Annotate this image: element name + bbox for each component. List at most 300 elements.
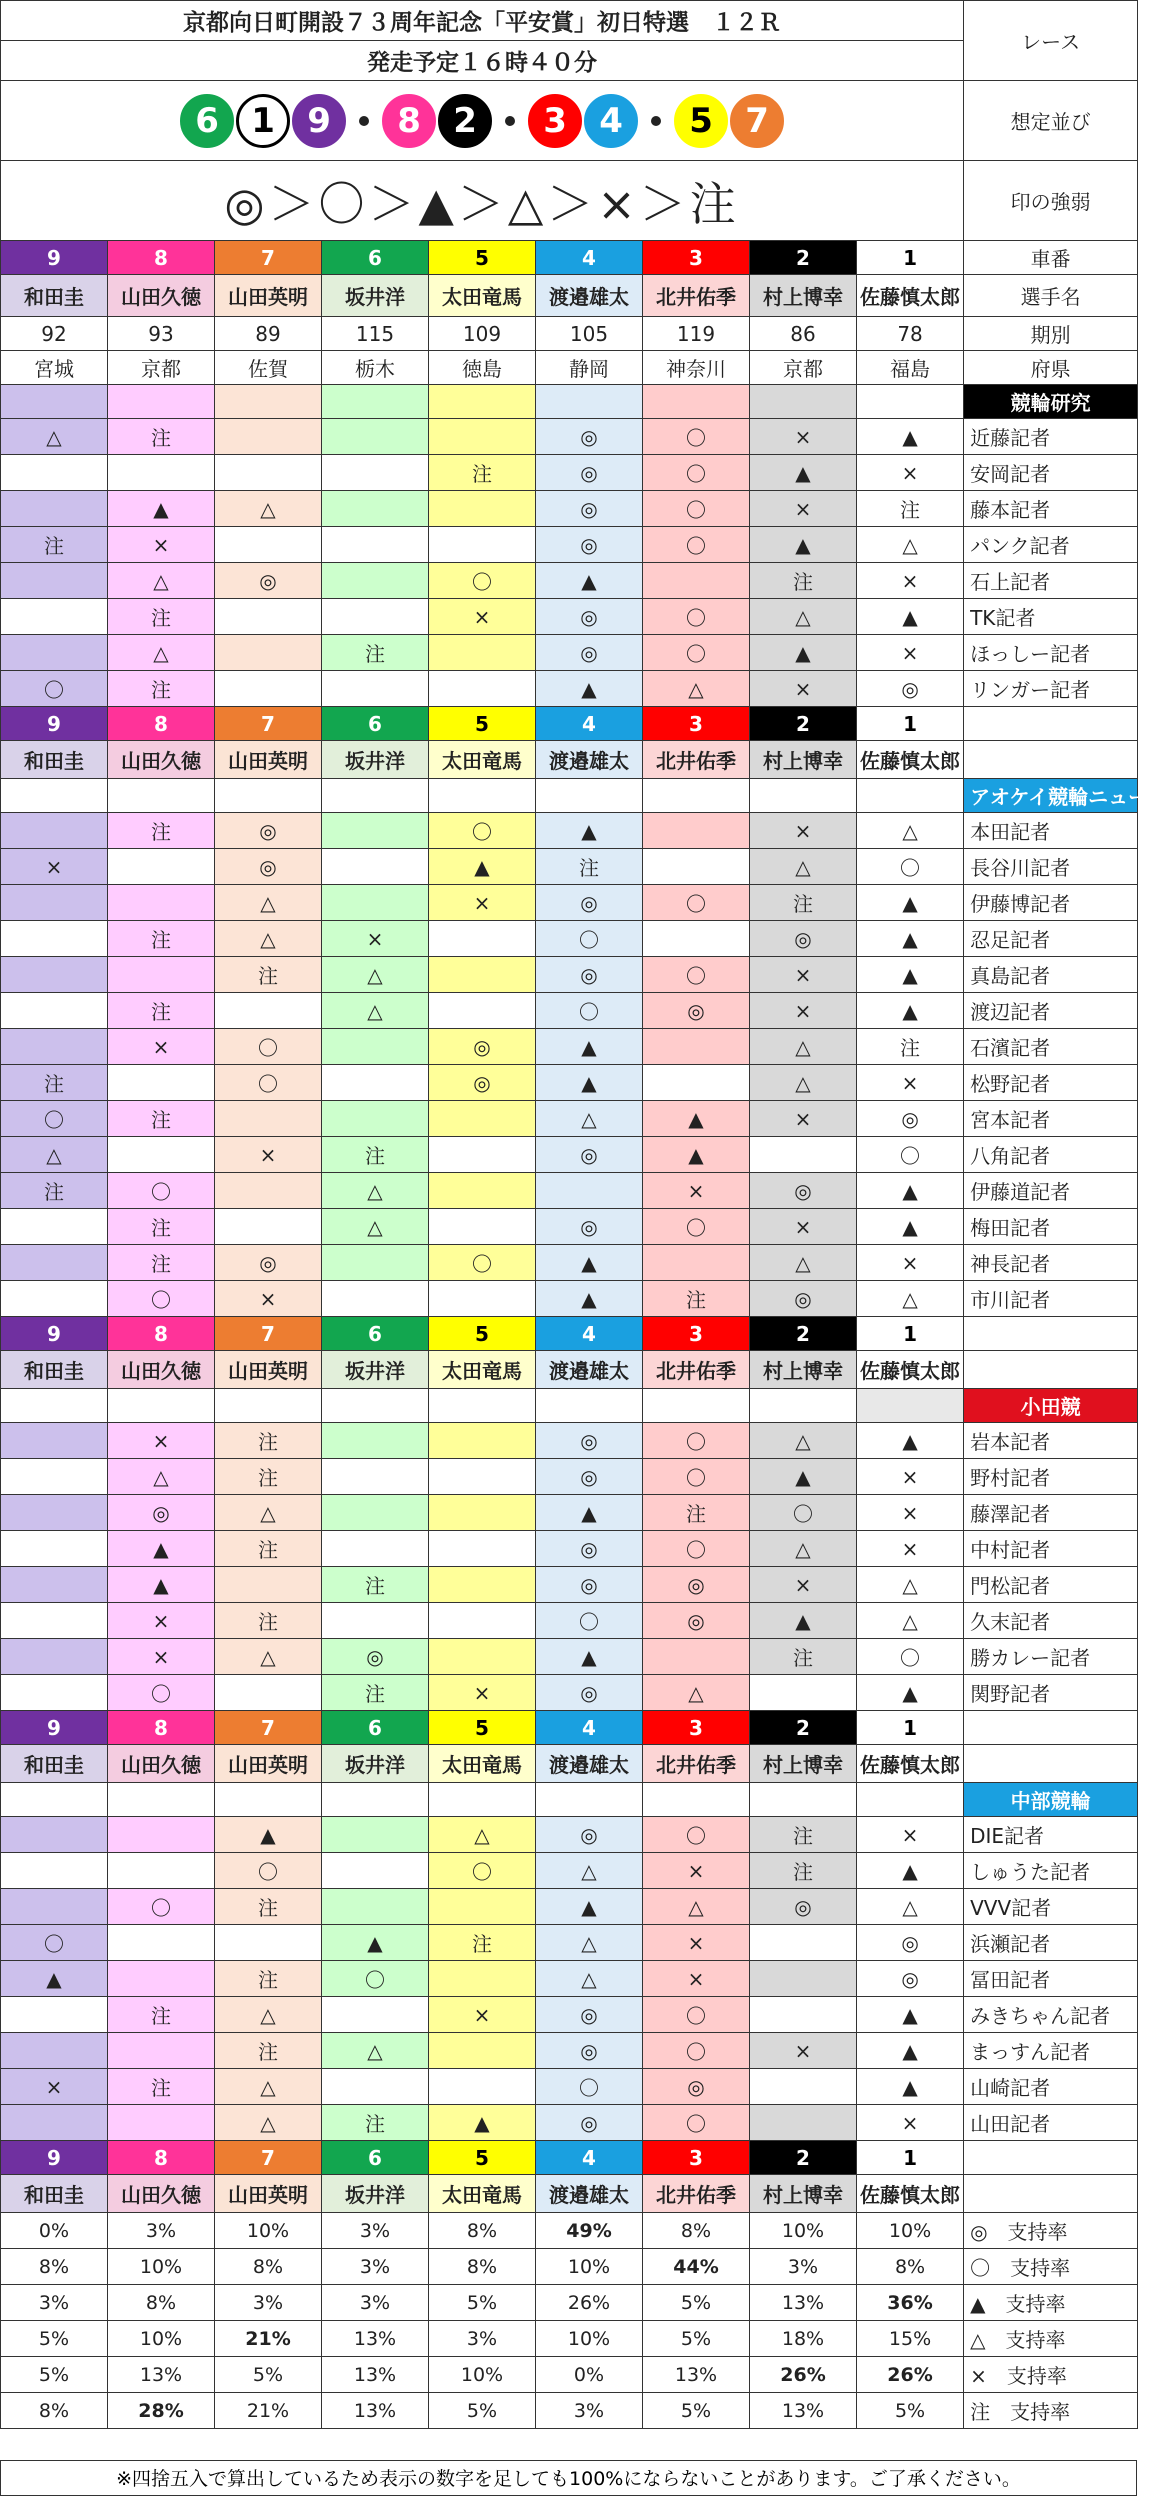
- support-rate: 3%: [750, 2249, 857, 2285]
- pick-mark: ▲: [643, 1137, 750, 1173]
- pick-mark: ×: [643, 1173, 750, 1209]
- pick-mark: [429, 1889, 536, 1925]
- rider-name: 太田竜馬: [429, 1351, 536, 1389]
- support-rate: 10%: [215, 2213, 322, 2249]
- pick-mark: ◎: [536, 2105, 643, 2141]
- pick-mark: [429, 993, 536, 1029]
- pick-mark: △: [322, 1209, 429, 1245]
- rider-name: 和田圭: [1, 2175, 108, 2213]
- pick-mark: ◎: [536, 527, 643, 563]
- pick-mark: [643, 563, 750, 599]
- pick-mark: ◎: [536, 1459, 643, 1495]
- rider-number: 4: [536, 1317, 643, 1351]
- rider-number: 9: [1, 1711, 108, 1745]
- pick-mark: △: [322, 1173, 429, 1209]
- col-label: [964, 2141, 1138, 2175]
- col-label: [964, 1745, 1138, 1783]
- rider-name: 山田久徳: [108, 1351, 215, 1389]
- pick-mark: ◎: [536, 1531, 643, 1567]
- logo-spacer: [108, 1389, 215, 1423]
- pick-mark: [108, 2105, 215, 2141]
- pick-mark: ◎: [536, 1997, 643, 2033]
- logo-spacer: [643, 779, 750, 813]
- pick-mark: 注: [643, 1495, 750, 1531]
- reporter-name: 宮本記者: [964, 1101, 1138, 1137]
- support-rate: 13%: [322, 2357, 429, 2393]
- rider-number: 6: [322, 241, 429, 275]
- reporter-name: 市川記者: [964, 1281, 1138, 1317]
- pick-mark: [643, 813, 750, 849]
- pick-mark: ×: [429, 1997, 536, 2033]
- pick-mark: [108, 1961, 215, 1997]
- pick-mark: ◎: [536, 491, 643, 527]
- pick-mark: ▲: [536, 671, 643, 707]
- pick-mark: △: [643, 1675, 750, 1711]
- logo-spacer: [750, 1389, 857, 1423]
- pick-mark: 〇: [643, 527, 750, 563]
- support-rate: 5%: [429, 2393, 536, 2429]
- logo-spacer: [108, 779, 215, 813]
- rider-name: 村上博幸: [750, 2175, 857, 2213]
- pick-mark: ▲: [857, 1423, 964, 1459]
- pick-mark: △: [108, 563, 215, 599]
- reporter-name: 近藤記者: [964, 419, 1138, 455]
- pick-mark: [1, 1459, 108, 1495]
- pick-mark: [1, 957, 108, 993]
- pick-mark: [322, 1281, 429, 1317]
- col-label: 期別: [964, 317, 1138, 351]
- pick-mark: 注: [1, 527, 108, 563]
- rider-number: 1: [857, 1711, 964, 1745]
- pick-mark: ×: [643, 1925, 750, 1961]
- pick-mark: 〇: [643, 419, 750, 455]
- pick-mark: ▲: [429, 2105, 536, 2141]
- pick-mark: [322, 1029, 429, 1065]
- pick-mark: 注: [857, 491, 964, 527]
- pick-mark: [108, 1065, 215, 1101]
- support-rate: 8%: [1, 2393, 108, 2429]
- pick-mark: [322, 1531, 429, 1567]
- pick-mark: ◎: [536, 1817, 643, 1853]
- pick-mark: [429, 957, 536, 993]
- pick-mark: [215, 1567, 322, 1603]
- pick-mark: ▲: [857, 885, 964, 921]
- logo-spacer: [536, 1389, 643, 1423]
- lineup-ball: 6: [180, 94, 234, 148]
- rider-number: 9: [1, 241, 108, 275]
- pick-mark: ×: [750, 491, 857, 527]
- logo-spacer: [1, 385, 108, 419]
- pick-mark: ◎: [536, 599, 643, 635]
- reporter-name: リンガー記者: [964, 671, 1138, 707]
- reporter-name: 梅田記者: [964, 1209, 1138, 1245]
- support-rate: 3%: [322, 2285, 429, 2321]
- pick-mark: 〇: [536, 2069, 643, 2105]
- pick-mark: [643, 1065, 750, 1101]
- pick-mark: [643, 1029, 750, 1065]
- pick-mark: [750, 1137, 857, 1173]
- pick-mark: [429, 1639, 536, 1675]
- rider-number: 6: [322, 1317, 429, 1351]
- pick-mark: ◎: [536, 957, 643, 993]
- pick-mark: △: [857, 527, 964, 563]
- rider-number: 7: [215, 707, 322, 741]
- pick-mark: 〇: [536, 921, 643, 957]
- pick-mark: 注: [322, 635, 429, 671]
- footnote: ※四捨五入で算出しているため表示の数字を足しても100%にならないことがあります。ご了承ください。: [0, 2460, 1137, 2496]
- rider-prefecture: 京都: [108, 351, 215, 385]
- support-label: ◎ 支持率: [964, 2213, 1138, 2249]
- pick-mark: 注: [108, 2069, 215, 2105]
- rider-name: 和田圭: [1, 741, 108, 779]
- pick-mark: 〇: [643, 2033, 750, 2069]
- pick-mark: [322, 563, 429, 599]
- pick-mark: [429, 1531, 536, 1567]
- pick-mark: [215, 455, 322, 491]
- rider-prefecture: 福島: [857, 351, 964, 385]
- pick-mark: 〇: [643, 635, 750, 671]
- media-logo: [964, 385, 1138, 419]
- logo-spacer: [108, 1783, 215, 1817]
- reporter-name: 久末記者: [964, 1603, 1138, 1639]
- rider-name: 太田竜馬: [429, 741, 536, 779]
- pick-mark: ◎: [322, 1639, 429, 1675]
- rider-number: 4: [536, 241, 643, 275]
- pick-mark: ×: [108, 1603, 215, 1639]
- rider-number: 4: [536, 1711, 643, 1745]
- pick-mark: ◎: [857, 1961, 964, 1997]
- pick-mark: [429, 1173, 536, 1209]
- col-label: [964, 741, 1138, 779]
- media-logo: [964, 779, 1167, 813]
- reporter-name: 山田記者: [964, 2105, 1138, 2141]
- pick-mark: ×: [108, 527, 215, 563]
- logo-spacer: [1, 1783, 108, 1817]
- pick-mark: [643, 849, 750, 885]
- col-label: 府県: [964, 351, 1138, 385]
- pick-mark: △: [750, 1531, 857, 1567]
- rider-name: 村上博幸: [750, 275, 857, 317]
- pick-mark: △: [536, 1853, 643, 1889]
- logo-spacer: [536, 385, 643, 419]
- pick-mark: △: [322, 993, 429, 1029]
- support-rate: 3%: [215, 2285, 322, 2321]
- support-rate: 8%: [643, 2213, 750, 2249]
- pick-mark: △: [215, 2105, 322, 2141]
- pick-mark: [108, 957, 215, 993]
- pick-mark: [1, 1567, 108, 1603]
- pick-mark: ▲: [857, 1209, 964, 1245]
- lineup-label: 想定並び: [964, 81, 1138, 161]
- rider-name: 北井佑季: [643, 1351, 750, 1389]
- pick-mark: △: [215, 885, 322, 921]
- support-rate: 49%: [536, 2213, 643, 2249]
- pick-mark: ▲: [108, 1567, 215, 1603]
- rider-prefecture: 神奈川: [643, 351, 750, 385]
- support-rate: 5%: [643, 2321, 750, 2357]
- pick-mark: [750, 2069, 857, 2105]
- pick-mark: [215, 1925, 322, 1961]
- rider-number: 8: [108, 1317, 215, 1351]
- pick-mark: [1, 885, 108, 921]
- pick-mark: ×: [857, 1817, 964, 1853]
- pick-mark: [1, 1029, 108, 1065]
- pick-mark: [429, 1281, 536, 1317]
- pick-mark: ▲: [857, 1173, 964, 1209]
- pick-mark: 注: [750, 885, 857, 921]
- rider-number: 1: [857, 241, 964, 275]
- pick-mark: △: [536, 1961, 643, 1997]
- reporter-name: 岩本記者: [964, 1423, 1138, 1459]
- race-label: レース: [964, 1, 1138, 81]
- rider-period: 93: [108, 317, 215, 351]
- reporter-name: 忍足記者: [964, 921, 1138, 957]
- rider-name: 山田久徳: [108, 2175, 215, 2213]
- pick-mark: ×: [750, 671, 857, 707]
- pick-mark: [1, 1245, 108, 1281]
- support-rate: 5%: [643, 2285, 750, 2321]
- pick-mark: △: [215, 2069, 322, 2105]
- support-rate: 3%: [108, 2213, 215, 2249]
- pick-mark: 〇: [108, 1675, 215, 1711]
- rider-name: 渡邉雄太: [536, 1351, 643, 1389]
- reporter-name: 石濱記者: [964, 1029, 1138, 1065]
- pick-mark: 〇: [643, 455, 750, 491]
- rider-name: 佐藤慎太郎: [857, 1351, 964, 1389]
- pick-mark: [108, 1137, 215, 1173]
- rider-number: 2: [750, 1711, 857, 1745]
- logo-spacer: [857, 1783, 964, 1817]
- pick-mark: 〇: [643, 1817, 750, 1853]
- rider-name: 北井佑季: [643, 2175, 750, 2213]
- pick-mark: [215, 1675, 322, 1711]
- pick-mark: 注: [108, 921, 215, 957]
- pick-mark: ×: [750, 1567, 857, 1603]
- rider-number: 7: [215, 1317, 322, 1351]
- logo-spacer: [429, 385, 536, 419]
- pick-mark: 注: [215, 2033, 322, 2069]
- col-label: 選手名: [964, 275, 1138, 317]
- pick-mark: 〇: [108, 1889, 215, 1925]
- pick-mark: [1, 599, 108, 635]
- logo-spacer: [322, 1783, 429, 1817]
- pick-mark: [322, 849, 429, 885]
- pick-mark: ▲: [857, 921, 964, 957]
- pick-mark: ▲: [750, 455, 857, 491]
- pick-mark: 注: [857, 1029, 964, 1065]
- pick-mark: ▲: [857, 1675, 964, 1711]
- pick-mark: ◎: [857, 1101, 964, 1137]
- rider-name: 山田英明: [215, 1351, 322, 1389]
- support-rate: 10%: [108, 2321, 215, 2357]
- pick-mark: ×: [429, 1675, 536, 1711]
- pick-mark: [1, 1817, 108, 1853]
- support-rate: 5%: [643, 2393, 750, 2429]
- rider-number: 2: [750, 2141, 857, 2175]
- rider-number: 3: [643, 2141, 750, 2175]
- pick-mark: ▲: [536, 1495, 643, 1531]
- rider-name: 北井佑季: [643, 741, 750, 779]
- reporter-name: 安岡記者: [964, 455, 1138, 491]
- rider-number: 4: [536, 2141, 643, 2175]
- support-rate: 3%: [322, 2249, 429, 2285]
- pick-mark: ◎: [643, 2069, 750, 2105]
- rider-name: 佐藤慎太郎: [857, 2175, 964, 2213]
- pick-mark: ▲: [215, 1817, 322, 1853]
- support-label: △ 支持率: [964, 2321, 1138, 2357]
- pick-mark: [322, 813, 429, 849]
- lineup-ball: 3: [528, 94, 582, 148]
- pick-mark: [322, 491, 429, 527]
- pick-mark: [429, 2069, 536, 2105]
- support-label: 〇 支持率: [964, 2249, 1138, 2285]
- rider-number: 3: [643, 1711, 750, 1745]
- pick-mark: ×: [429, 885, 536, 921]
- support-rate: 5%: [1, 2357, 108, 2393]
- logo-spacer: [1, 779, 108, 813]
- logo-spacer: [750, 1783, 857, 1817]
- pick-mark: [750, 1675, 857, 1711]
- logo-spacer: [215, 385, 322, 419]
- support-rate: 0%: [536, 2357, 643, 2393]
- rider-name: 和田圭: [1, 1351, 108, 1389]
- pick-mark: [429, 419, 536, 455]
- reporter-name: 神長記者: [964, 1245, 1138, 1281]
- pick-mark: ◎: [643, 1567, 750, 1603]
- rider-name: 渡邉雄太: [536, 741, 643, 779]
- rider-number: 8: [108, 2141, 215, 2175]
- support-label: × 支持率: [964, 2357, 1138, 2393]
- pick-mark: ◎: [750, 1173, 857, 1209]
- support-rate: 13%: [750, 2285, 857, 2321]
- rider-number: 6: [322, 707, 429, 741]
- pick-mark: [215, 527, 322, 563]
- pick-mark: [322, 885, 429, 921]
- support-rate: 8%: [1, 2249, 108, 2285]
- pick-mark: 〇: [643, 885, 750, 921]
- pick-mark: [643, 921, 750, 957]
- pick-mark: 注: [322, 1675, 429, 1711]
- pick-mark: [108, 885, 215, 921]
- rider-period: 119: [643, 317, 750, 351]
- pick-mark: [429, 2033, 536, 2069]
- rider-name: 山田英明: [215, 1745, 322, 1783]
- pick-mark: ◎: [857, 671, 964, 707]
- pick-mark: [1, 1531, 108, 1567]
- pick-mark: [1, 635, 108, 671]
- col-label: [964, 707, 1138, 741]
- pick-mark: 〇: [215, 1065, 322, 1101]
- pick-mark: [750, 1925, 857, 1961]
- pick-mark: 注: [215, 1889, 322, 1925]
- support-rate: 3%: [429, 2321, 536, 2357]
- support-rate: 10%: [108, 2249, 215, 2285]
- pick-mark: [322, 1889, 429, 1925]
- logo-spacer: [429, 779, 536, 813]
- pick-mark: [215, 1101, 322, 1137]
- pick-mark: ▲: [322, 1925, 429, 1961]
- rider-number: 2: [750, 241, 857, 275]
- pick-mark: ×: [215, 1137, 322, 1173]
- pick-mark: [1, 455, 108, 491]
- support-rate: 3%: [1, 2285, 108, 2321]
- pick-mark: [1, 1423, 108, 1459]
- reporter-name: 渡辺記者: [964, 993, 1138, 1029]
- support-rate: 36%: [857, 2285, 964, 2321]
- pick-mark: [1, 1281, 108, 1317]
- rider-prefecture: 栃木: [322, 351, 429, 385]
- rider-number: 9: [1, 707, 108, 741]
- support-rate: 8%: [108, 2285, 215, 2321]
- pick-mark: 注: [643, 1281, 750, 1317]
- support-rate: 44%: [643, 2249, 750, 2285]
- pick-mark: ×: [750, 957, 857, 993]
- pick-mark: 注: [108, 813, 215, 849]
- support-rate: 28%: [108, 2393, 215, 2429]
- pick-mark: ×: [857, 1495, 964, 1531]
- pick-mark: ◎: [536, 1675, 643, 1711]
- rider-number: 1: [857, 2141, 964, 2175]
- rider-number: 7: [215, 1711, 322, 1745]
- pick-mark: [215, 599, 322, 635]
- rider-number: 5: [429, 241, 536, 275]
- logo-spacer: [322, 779, 429, 813]
- pick-mark: [643, 1245, 750, 1281]
- pick-mark: ◎: [857, 1925, 964, 1961]
- logo-spacer: [536, 779, 643, 813]
- rider-number: 9: [1, 1317, 108, 1351]
- rider-name: 村上博幸: [750, 741, 857, 779]
- pick-mark: ×: [857, 1459, 964, 1495]
- reporter-name: 藤澤記者: [964, 1495, 1138, 1531]
- rider-name: 坂井洋: [322, 1351, 429, 1389]
- pick-mark: [108, 2033, 215, 2069]
- support-rate: 3%: [322, 2213, 429, 2249]
- pick-mark: 〇: [215, 1029, 322, 1065]
- pick-mark: ▲: [108, 491, 215, 527]
- pick-mark: ◎: [536, 2033, 643, 2069]
- lineup-ball: 1: [236, 94, 290, 148]
- pick-mark: 注: [108, 419, 215, 455]
- pick-mark: 注: [108, 1101, 215, 1137]
- media-logo: [964, 1783, 1138, 1817]
- pick-mark: △: [215, 1997, 322, 2033]
- pick-mark: ×: [750, 1101, 857, 1137]
- pick-mark: 〇: [536, 993, 643, 1029]
- rider-period: 86: [750, 317, 857, 351]
- pick-mark: [1, 921, 108, 957]
- pick-mark: ▲: [857, 1997, 964, 2033]
- rider-number: 7: [215, 241, 322, 275]
- pick-mark: ×: [750, 1209, 857, 1245]
- logo-spacer: [322, 1389, 429, 1423]
- pick-mark: ×: [857, 2105, 964, 2141]
- pick-mark: ×: [750, 993, 857, 1029]
- rider-prefecture: 静岡: [536, 351, 643, 385]
- pick-mark: [1, 1997, 108, 2033]
- pick-mark: △: [643, 1889, 750, 1925]
- support-rate: 0%: [1, 2213, 108, 2249]
- logo-spacer: [643, 1389, 750, 1423]
- rider-number: 3: [643, 1317, 750, 1351]
- pick-mark: △: [215, 1639, 322, 1675]
- reporter-name: 伊藤博記者: [964, 885, 1138, 921]
- pick-mark: [1, 491, 108, 527]
- rider-name: 太田竜馬: [429, 275, 536, 317]
- pick-mark: [1, 813, 108, 849]
- pick-mark: [108, 1817, 215, 1853]
- pick-mark: △: [1, 419, 108, 455]
